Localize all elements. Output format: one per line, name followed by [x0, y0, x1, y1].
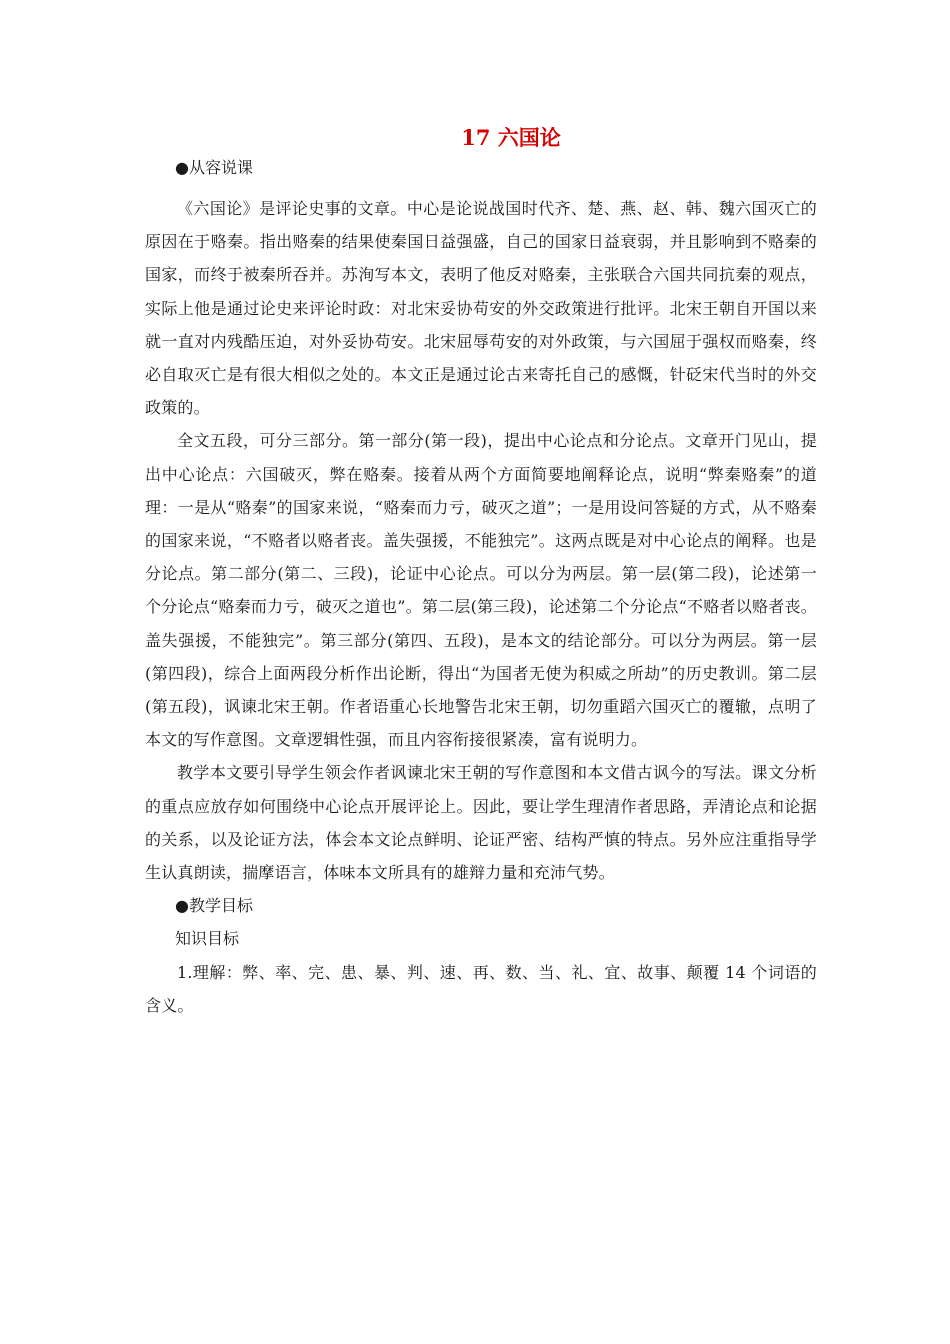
paragraph-teaching: 教学本文要引导学生领会作者讽谏北宋王朝的写作意图和本文借古讽今的写法。课文分析的重点应放存如何围绕中心论点开展评论上。因此，要让学生理清作者思路，弄清论点和论据的关系，以及论证方法，体会本文论点鲜明、论证严密、结构严慎的特点。另外应注重指导学生认真朗读，揣摩语言，体味本文所具有的雄辩力量和充沛气势。 [145, 763, 817, 883]
paragraph-structure: 全文五段，可分三部分。第一部分(第一段)，提出中心论点和分论点。文章开门见山，提出中心论点：六国破灭，弊在赂秦。接着从两个方面简要地阐释论点，说明“弊秦赂秦”的道理：一是从“赂秦”的国家来说，“赂秦而力亏，破灭之道”；一是用设问答疑的方式，从不赂秦的国家来说，“不赂者以赂者丧。盖失强援，不能独完”。这两点既是对中心论点的阐释。也是分论点。第二部分(第二、三段)，论证中心论点。可以分为两层。第一层(第二段)，论述第一个分论点“赂秦而力亏，破灭之道也”。第二层(第三段)，论述第二个分论点“不赂者以赂者丧。盖失强援，不能独完”。第三部分(第四、五段)，是本文的结论部分。可以分为两层。第一层(第四段)，综合上面两段分析作出论断，得出“为国者无使为积威之所劫”的历史教训。第二层(第五段)，讽谏北宋王朝。作者语重心长地警告北宋王朝，切勿重蹈六国灭亡的覆辙，点明了本文的写作意图。文章逻辑性强，而且内容衔接很紧凑，富有说明力。 [145, 431, 817, 750]
document-page [145, 118, 817, 1022]
subheading-knowledge-goals: 知识目标 [175, 929, 240, 949]
knowledge-goal-item-1: 1.理解：弊、率、完、患、暴、判、速、再、数、当、礼、宜、故事、颠覆 14 个词语的含义。 [145, 962, 817, 1015]
page-title: 17 六国论 [461, 125, 561, 150]
section-heading-lesson-talk: ●从容说课 [175, 158, 253, 177]
paragraph-intro: 《六国论》是评论史事的文章。中心是论说战国时代齐、楚、燕、赵、韩、魏六国灭亡的原因在于赂秦。指出赂秦的结果使秦国日益强盛，自己的国家日益衰弱，并且影响到不赂秦的国家，而终于被秦所吞并。苏洵写本文，表明了他反对赂秦，主张联合六国共同抗秦的观点，实际上他是通过论史来评论时政：对北宋妥协苟安的外交政策进行批评。北宋王朝自开国以来就一直对内残酷压迫，对外妥协苟安。北宋屈辱苟安的对外政策，与六国屈于强权而赂秦，终必自取灭亡是有很大相似之处的。本文正是通过论古来寄托自己的感慨，针砭宋代当时的外交政策的。 [145, 199, 817, 418]
section-heading-teaching-goals: ●教学目标 [175, 896, 253, 916]
